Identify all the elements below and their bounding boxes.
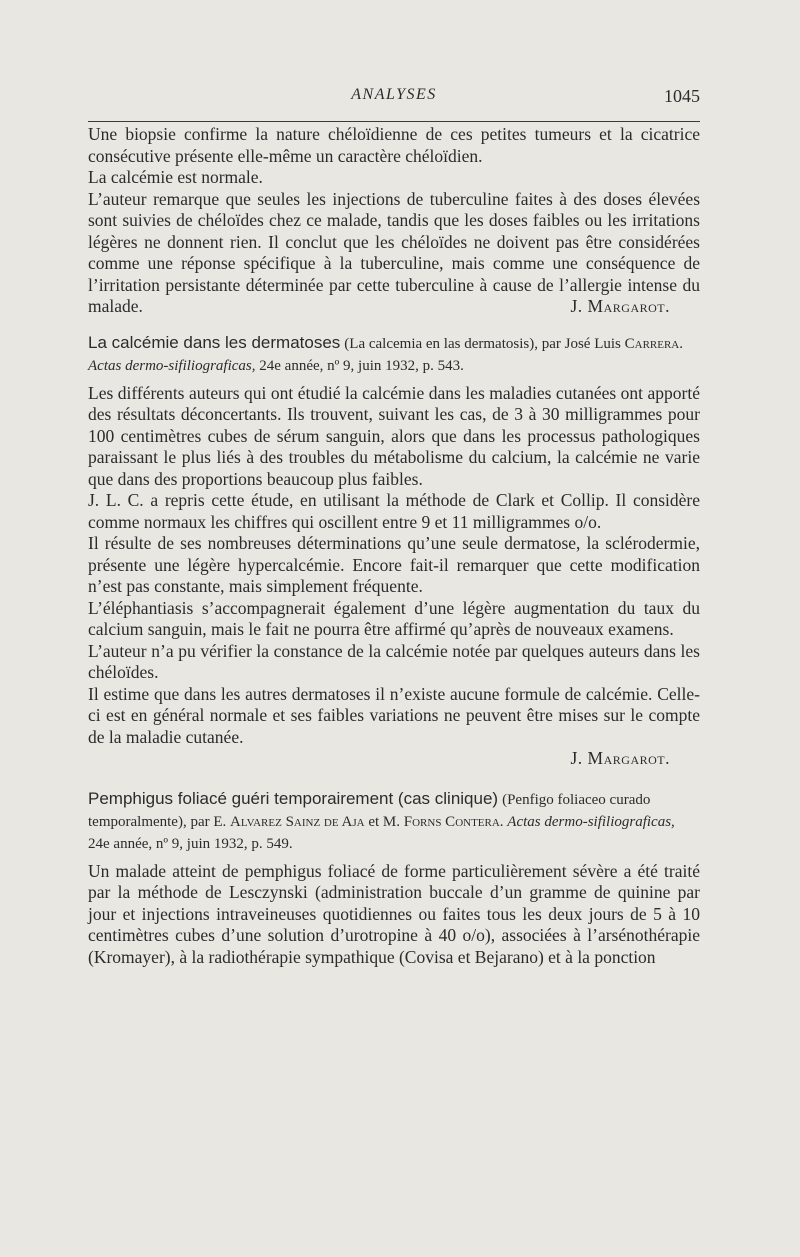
paragraph: L’éléphantiasis s’accompagnerait également d’une légère augmentation du taux du calcium sanguin, mais le fait ne pourra être affirmé qu’après de nouveaux examens.	[88, 597, 700, 639]
article-title: Pemphigus foliacé guéri temporairement (cas clinique)	[88, 788, 499, 808]
author: José Luis	[564, 335, 621, 352]
paragraph: L’auteur n’a pu vérifier la constance de la calcémie notée par quelques auteurs dans les chéloïdes.	[88, 640, 700, 682]
paragraph: La calcémie est normale.	[88, 167, 263, 187]
author-surname: Forns Contera.	[403, 813, 504, 830]
author-surname: Carrera.	[624, 335, 683, 352]
by-text: par	[541, 335, 561, 352]
article-heading	[88, 788, 700, 855]
original-title: (Penfigo foliaceo curado temporalmente), par E.	[88, 791, 651, 830]
paragraph: J. L. C. a repris cette étude, en utilisant la méthode de Clark et Collip. Il considère comme normaux les chiffres qui oscillent entre 9 et 11 milligrammes o/o.	[88, 490, 700, 532]
paragraph: Un malade atteint de pemphigus foliacé de forme particulièrement sévère a été traité par la méthode de Lesczynski (administration buccale d’un gramme de quinine par jour et injections intraveineuses quotidiennes ou faites tous les deux jours de 5 à 10 centimètres cubes d’une solution d’urotropine à 40 o/o), associées à l’arsénothérapie (Kromayer), à la radiothérapie sympathique (Covisa et Bejarano) et à la ponction	[88, 860, 700, 967]
paragraph: Il résulte de ses nombreuses déterminations qu’une seule dermatose, la sclérodermie, présente une légère hypercalcémie. Encore fait-il remarquer que cette modification n’est pas constante, mais simplement fréquente.	[88, 533, 700, 596]
article-title: La calcémie dans les dermatoses	[88, 332, 341, 352]
paragraph: L’auteur remarque que seules les injections de tuberculine faites à des doses élevées sont suivies de chéloïdes chez ce malade, tandis que les doses faibles ou les irritations légères ne donnent rien. Il conclut que les chéloïdes ne doivent pas être considérées comme une réponse spécifique à la tuberculine, mais comme une conséquence de l’irritation persistante déterminée par cette tuberculine à cause de l’allergie intense du malade.	[88, 188, 700, 316]
author-surname: Alvarez Sainz de Aja	[230, 813, 365, 830]
page-content	[88, 124, 700, 968]
original-title: (La calcemia en las dermatosis),	[344, 335, 538, 352]
paragraph: Il estime que dans les autres dermatoses il n’existe aucune formule de calcémie. Celle-ci est en général normale et ses faibles variations ne peuvent être mises sur le compte de la maladie cutanée.	[88, 683, 700, 747]
journal-name: Actas dermo-sifiliograficas,	[507, 813, 675, 830]
paragraph: Les différents auteurs qui ont étudié la calcémie dans les maladies cutanées ont apporté des résultats déconcertants. Ils trouvent, suivant les cas, de 3 à 30 milligrammes pour 100 centimètres cubes de sérum sanguin, alors que dans les processus pathologiques paraissant le plus liés à des troubles du métabolisme du calcium, la calcémie ne varie que dans des proportions beaucoup plus faibles.	[88, 382, 700, 489]
header-rule	[88, 121, 700, 122]
signature: J. Margarot.	[570, 748, 670, 768]
citation-details: 24e année, nº 9, juin 1932, p. 543.	[259, 357, 464, 374]
paragraph: Une biopsie confirme la nature chéloïdienne de ces petites tumeurs et la cicatrice consécutive présente elle-même un caractère chéloïdien.	[88, 124, 700, 166]
article-heading	[88, 332, 700, 377]
journal-name: Actas dermo-sifiliograficas,	[88, 357, 256, 374]
running-title: ANALYSES	[351, 86, 437, 103]
page-header	[88, 86, 700, 116]
citation-details: 24e année, nº 9, juin 1932, p. 549.	[88, 835, 293, 852]
and-text: et M.	[368, 813, 400, 830]
page-number: 1045	[664, 86, 700, 106]
signature: J. Margarot.	[570, 296, 670, 316]
